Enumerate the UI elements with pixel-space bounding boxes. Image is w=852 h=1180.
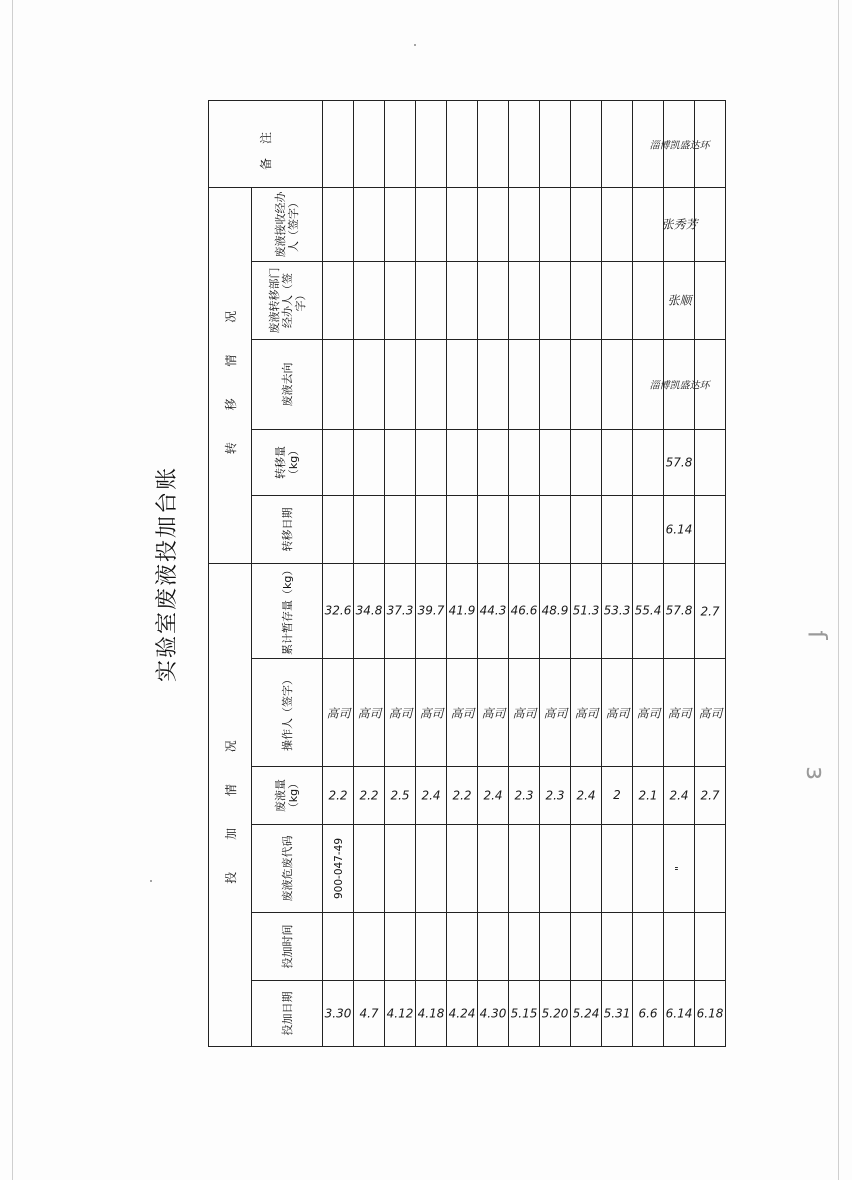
cell-waste-amount-text: 2.3 xyxy=(545,788,565,803)
cell-operator-signature-text: 高司 xyxy=(356,706,382,721)
cell-remark xyxy=(571,100,602,187)
header-waste-code: 废液危废代码 xyxy=(252,825,323,913)
cell-cumulative xyxy=(509,563,540,658)
cell-dept-person-signature xyxy=(540,261,571,339)
cell-dept-person-signature xyxy=(447,261,478,339)
cell-cumulative-text: 32.6 xyxy=(324,604,352,618)
cell-operator-signature xyxy=(664,659,695,767)
cell-operator-signature xyxy=(416,659,447,767)
cell-cumulative-text: 2.7 xyxy=(700,604,720,618)
cell-waste-amount-text: 2.4 xyxy=(576,788,596,803)
header-cumulative: 累计暂存量（kg） xyxy=(252,563,323,658)
cell-cumulative xyxy=(571,563,602,658)
cell-transfer-date xyxy=(416,495,447,563)
page-left-edge xyxy=(12,0,13,1180)
cell-destination xyxy=(447,339,478,429)
cell-transfer-date xyxy=(354,495,385,563)
cell-operator-signature xyxy=(602,659,633,767)
cell-waste-code xyxy=(664,825,695,913)
header-transfer-date: 转移日期 xyxy=(252,495,323,563)
table-row xyxy=(509,100,540,1046)
cell-transfer-amount xyxy=(323,429,354,495)
cell-waste-amount xyxy=(540,767,571,825)
scan-speck xyxy=(414,44,416,46)
cell-transfer-amount xyxy=(509,429,540,495)
cell-waste-code xyxy=(354,825,385,913)
cell-transfer-date xyxy=(571,495,602,563)
cell-waste-amount xyxy=(447,767,478,825)
cell-operator-signature-text: 高司 xyxy=(387,706,413,721)
cell-waste-amount-text: 2.1 xyxy=(638,788,658,803)
cell-add-date-text: 5.15 xyxy=(510,1006,538,1021)
cell-cumulative xyxy=(447,563,478,658)
group-header-transfer: 转 移 情 况 xyxy=(209,187,252,563)
cell-operator-signature xyxy=(571,659,602,767)
cell-destination xyxy=(649,339,709,429)
cell-dept-person-signature xyxy=(664,261,695,339)
cell-add-date xyxy=(664,981,695,1047)
cell-add-date xyxy=(323,981,354,1047)
cell-add-date xyxy=(540,981,571,1047)
cell-transfer-amount-text: 57.8 xyxy=(665,455,693,470)
cell-add-time xyxy=(323,913,354,981)
cell-dept-person-signature xyxy=(571,261,602,339)
cell-cumulative xyxy=(664,563,695,658)
cell-receiver-signature xyxy=(660,187,698,261)
ledger-body xyxy=(323,100,726,1046)
cell-operator-signature-text: 高司 xyxy=(697,706,723,721)
cell-operator-signature-text: 高司 xyxy=(449,706,475,721)
cell-remark xyxy=(509,100,540,187)
header-receiver: 废液接收经办人（签字） xyxy=(252,187,323,261)
header-remark: 备注 xyxy=(209,100,323,187)
cell-remark xyxy=(447,100,478,187)
cell-receiver-signature xyxy=(695,187,726,261)
cell-destination xyxy=(416,339,447,429)
ledger-title: 实验室废液投加台账 xyxy=(155,466,180,683)
cell-operator-signature xyxy=(354,659,385,767)
cell-transfer-date xyxy=(385,495,416,563)
cell-operator-signature-text: 高司 xyxy=(325,706,351,721)
cell-transfer-amount xyxy=(416,429,447,495)
cell-operator-signature-text: 高司 xyxy=(604,706,630,721)
cell-transfer-date xyxy=(509,495,540,563)
cell-receiver-signature xyxy=(416,187,447,261)
cell-receiver-signature-text: 张秀芳 xyxy=(660,217,698,232)
cell-waste-code xyxy=(447,825,478,913)
cell-receiver-signature xyxy=(602,187,633,261)
cell-destination-text: 淄博凯盛达环 xyxy=(649,380,709,392)
cell-add-time xyxy=(385,913,416,981)
cell-transfer-amount xyxy=(354,429,385,495)
cell-receiver-signature xyxy=(323,187,354,261)
cell-add-date-text: 5.31 xyxy=(603,1006,631,1021)
header-operator: 操作人（签字） xyxy=(252,659,323,767)
cell-waste-amount-text: 2.2 xyxy=(452,788,472,803)
table-row xyxy=(416,100,447,1046)
cell-cumulative xyxy=(540,563,571,658)
cell-destination xyxy=(354,339,385,429)
cell-waste-code xyxy=(633,825,664,913)
cell-waste-amount-text: 2.4 xyxy=(483,788,503,803)
cell-waste-code xyxy=(509,825,540,913)
cell-receiver-signature xyxy=(447,187,478,261)
cell-add-date-text: 6.18 xyxy=(696,1006,724,1021)
cell-waste-amount xyxy=(385,767,416,825)
cell-operator-signature xyxy=(323,659,354,767)
cell-waste-amount-text: 2.2 xyxy=(359,788,379,803)
cell-destination xyxy=(571,339,602,429)
cell-waste-code xyxy=(540,825,571,913)
cell-add-time xyxy=(602,913,633,981)
cell-waste-amount xyxy=(602,767,633,825)
header-add-time: 投加时间 xyxy=(252,913,323,981)
cell-add-date xyxy=(385,981,416,1047)
table-row xyxy=(695,100,726,1046)
header-destination: 废液去向 xyxy=(252,339,323,429)
cell-waste-code-text: " xyxy=(673,866,686,871)
table-row xyxy=(354,100,385,1046)
cell-operator-signature-text: 高司 xyxy=(542,706,568,721)
cell-waste-code xyxy=(416,825,447,913)
cell-waste-amount xyxy=(509,767,540,825)
cell-cumulative-text: 53.3 xyxy=(603,604,631,618)
cell-remark-text: 淄博凯盛达环 xyxy=(649,140,709,152)
cell-transfer-amount xyxy=(385,429,416,495)
cell-waste-amount xyxy=(478,767,509,825)
cell-add-date xyxy=(478,981,509,1047)
cell-transfer-amount xyxy=(633,429,664,495)
cell-waste-amount xyxy=(664,767,695,825)
cell-transfer-amount xyxy=(602,429,633,495)
cell-add-date xyxy=(633,981,664,1047)
cell-waste-amount xyxy=(633,767,664,825)
cell-dept-person-signature-text: 张顺 xyxy=(666,293,692,308)
cell-transfer-date xyxy=(695,495,726,563)
cell-receiver-signature xyxy=(385,187,416,261)
cell-transfer-amount xyxy=(571,429,602,495)
cell-add-time xyxy=(664,913,695,981)
cell-dept-person-signature xyxy=(354,261,385,339)
cell-dept-person-signature xyxy=(509,261,540,339)
cell-cumulative xyxy=(695,563,726,658)
cell-remark xyxy=(649,100,709,187)
cell-add-date-text: 4.24 xyxy=(448,1006,476,1021)
cell-add-date xyxy=(447,981,478,1047)
cell-transfer-amount xyxy=(695,429,726,495)
table-row xyxy=(633,100,664,1046)
cell-dept-person-signature xyxy=(385,261,416,339)
cell-cumulative xyxy=(416,563,447,658)
cell-operator-signature xyxy=(633,659,664,767)
cell-add-time xyxy=(509,913,540,981)
cell-waste-amount-text: 2.2 xyxy=(328,788,348,803)
cell-dept-person-signature xyxy=(478,261,509,339)
cell-destination xyxy=(509,339,540,429)
cell-waste-amount xyxy=(695,767,726,825)
bleed-through-mark: ɜ xyxy=(799,766,830,780)
bleed-through-mark: ſ xyxy=(801,630,832,640)
cell-add-date xyxy=(571,981,602,1047)
cell-add-time xyxy=(571,913,602,981)
cell-add-time xyxy=(540,913,571,981)
cell-add-date-text: 5.24 xyxy=(572,1006,600,1021)
table-row xyxy=(540,100,571,1046)
cell-remark xyxy=(478,100,509,187)
cell-cumulative-text: 55.4 xyxy=(634,604,662,618)
cell-transfer-date xyxy=(664,495,695,563)
cell-waste-amount-text: 2.4 xyxy=(421,788,441,803)
page-right-edge xyxy=(838,0,839,1180)
cell-cumulative xyxy=(478,563,509,658)
cell-add-date xyxy=(509,981,540,1047)
cell-operator-signature-text: 高司 xyxy=(511,706,537,721)
cell-waste-amount-text: 2.5 xyxy=(390,788,410,803)
cell-waste-code xyxy=(323,825,354,913)
cell-cumulative-text: 48.9 xyxy=(541,604,569,618)
cell-add-date xyxy=(695,981,726,1047)
cell-cumulative-text: 44.3 xyxy=(479,604,507,618)
cell-add-date-text: 5.20 xyxy=(541,1006,569,1021)
cell-waste-code xyxy=(385,825,416,913)
table-row xyxy=(385,100,416,1046)
group-header-add: 投 加 情 况 xyxy=(209,563,252,1046)
cell-destination xyxy=(478,339,509,429)
cell-add-time xyxy=(695,913,726,981)
header-transfer-amount: 转移量（kg） xyxy=(252,429,323,495)
cell-receiver-signature xyxy=(571,187,602,261)
cell-waste-amount xyxy=(571,767,602,825)
header-add-date: 投加日期 xyxy=(252,981,323,1047)
cell-operator-signature-text: 高司 xyxy=(480,706,506,721)
cell-add-date-text: 4.30 xyxy=(479,1006,507,1021)
table-row xyxy=(447,100,478,1046)
cell-cumulative xyxy=(602,563,633,658)
cell-operator-signature xyxy=(509,659,540,767)
cell-transfer-amount xyxy=(540,429,571,495)
cell-waste-code xyxy=(571,825,602,913)
cell-remark xyxy=(540,100,571,187)
cell-waste-amount-text: 2.3 xyxy=(514,788,534,803)
cell-add-date-text: 6.6 xyxy=(638,1006,658,1021)
cell-receiver-signature xyxy=(540,187,571,261)
cell-operator-signature xyxy=(695,659,726,767)
cell-transfer-date xyxy=(602,495,633,563)
cell-waste-code xyxy=(602,825,633,913)
cell-dept-person-signature xyxy=(695,261,726,339)
cell-cumulative-text: 46.6 xyxy=(510,604,538,618)
cell-transfer-date xyxy=(323,495,354,563)
cell-dept-person-signature xyxy=(323,261,354,339)
cell-destination xyxy=(540,339,571,429)
cell-operator-signature xyxy=(478,659,509,767)
cell-transfer-date xyxy=(540,495,571,563)
cell-add-time xyxy=(416,913,447,981)
cell-cumulative xyxy=(633,563,664,658)
cell-transfer-date xyxy=(633,495,664,563)
cell-transfer-amount xyxy=(447,429,478,495)
cell-operator-signature xyxy=(447,659,478,767)
cell-receiver-signature xyxy=(509,187,540,261)
cell-add-time xyxy=(447,913,478,981)
cell-waste-code-text: 900-047-49 xyxy=(332,837,345,900)
cell-dept-person-signature xyxy=(602,261,633,339)
table-row xyxy=(323,100,354,1046)
cell-waste-amount-text: 2.4 xyxy=(669,788,689,803)
cell-cumulative-text: 41.9 xyxy=(448,604,476,618)
cell-remark xyxy=(385,100,416,187)
cell-receiver-signature xyxy=(478,187,509,261)
cell-add-date xyxy=(416,981,447,1047)
cell-destination xyxy=(323,339,354,429)
table-row xyxy=(664,100,695,1046)
cell-cumulative-text: 34.8 xyxy=(355,604,383,618)
cell-waste-amount xyxy=(354,767,385,825)
cell-cumulative-text: 37.3 xyxy=(386,604,414,618)
cell-add-date-text: 6.14 xyxy=(665,1006,693,1021)
cell-destination xyxy=(385,339,416,429)
cell-add-time xyxy=(633,913,664,981)
cell-waste-amount xyxy=(323,767,354,825)
cell-receiver-signature xyxy=(633,187,664,261)
cell-remark xyxy=(602,100,633,187)
cell-cumulative-text: 39.7 xyxy=(417,604,445,618)
cell-cumulative xyxy=(385,563,416,658)
rotated-ledger-sheet xyxy=(155,101,724,1047)
cell-destination xyxy=(602,339,633,429)
cell-transfer-date xyxy=(447,495,478,563)
cell-operator-signature xyxy=(540,659,571,767)
table-row xyxy=(571,100,602,1046)
table-row xyxy=(478,100,509,1046)
cell-operator-signature xyxy=(385,659,416,767)
cell-add-date-text: 4.7 xyxy=(359,1006,379,1021)
header-dept-person: 废液转移部门经办人（签字） xyxy=(252,261,323,339)
header-waste-amount: 废液量（kg） xyxy=(252,767,323,825)
cell-operator-signature-text: 高司 xyxy=(666,706,692,721)
cell-transfer-date-text: 6.14 xyxy=(665,522,693,537)
cell-transfer-date xyxy=(478,495,509,563)
cell-remark xyxy=(323,100,354,187)
cell-add-time xyxy=(354,913,385,981)
table-row xyxy=(602,100,633,1046)
cell-remark xyxy=(416,100,447,187)
cell-remark xyxy=(354,100,385,187)
cell-dept-person-signature xyxy=(633,261,664,339)
cell-add-date-text: 4.12 xyxy=(386,1006,414,1021)
cell-transfer-amount xyxy=(478,429,509,495)
cell-operator-signature-text: 高司 xyxy=(635,706,661,721)
cell-operator-signature-text: 高司 xyxy=(573,706,599,721)
cell-cumulative xyxy=(323,563,354,658)
cell-add-time xyxy=(478,913,509,981)
cell-cumulative-text: 51.3 xyxy=(572,604,600,618)
cell-waste-amount xyxy=(416,767,447,825)
cell-waste-code xyxy=(695,825,726,913)
cell-cumulative-text: 57.8 xyxy=(665,604,693,618)
cell-add-date xyxy=(354,981,385,1047)
cell-add-date-text: 4.18 xyxy=(417,1006,445,1021)
cell-waste-code xyxy=(478,825,509,913)
cell-add-date xyxy=(602,981,633,1047)
cell-waste-amount-text: 2.7 xyxy=(700,788,720,803)
cell-waste-amount-text: 2 xyxy=(613,788,621,803)
ledger-table xyxy=(208,100,726,1047)
cell-cumulative xyxy=(354,563,385,658)
cell-dept-person-signature xyxy=(416,261,447,339)
cell-operator-signature-text: 高司 xyxy=(418,706,444,721)
cell-receiver-signature xyxy=(354,187,385,261)
cell-add-date-text: 3.30 xyxy=(324,1006,352,1021)
cell-transfer-amount xyxy=(664,429,695,495)
